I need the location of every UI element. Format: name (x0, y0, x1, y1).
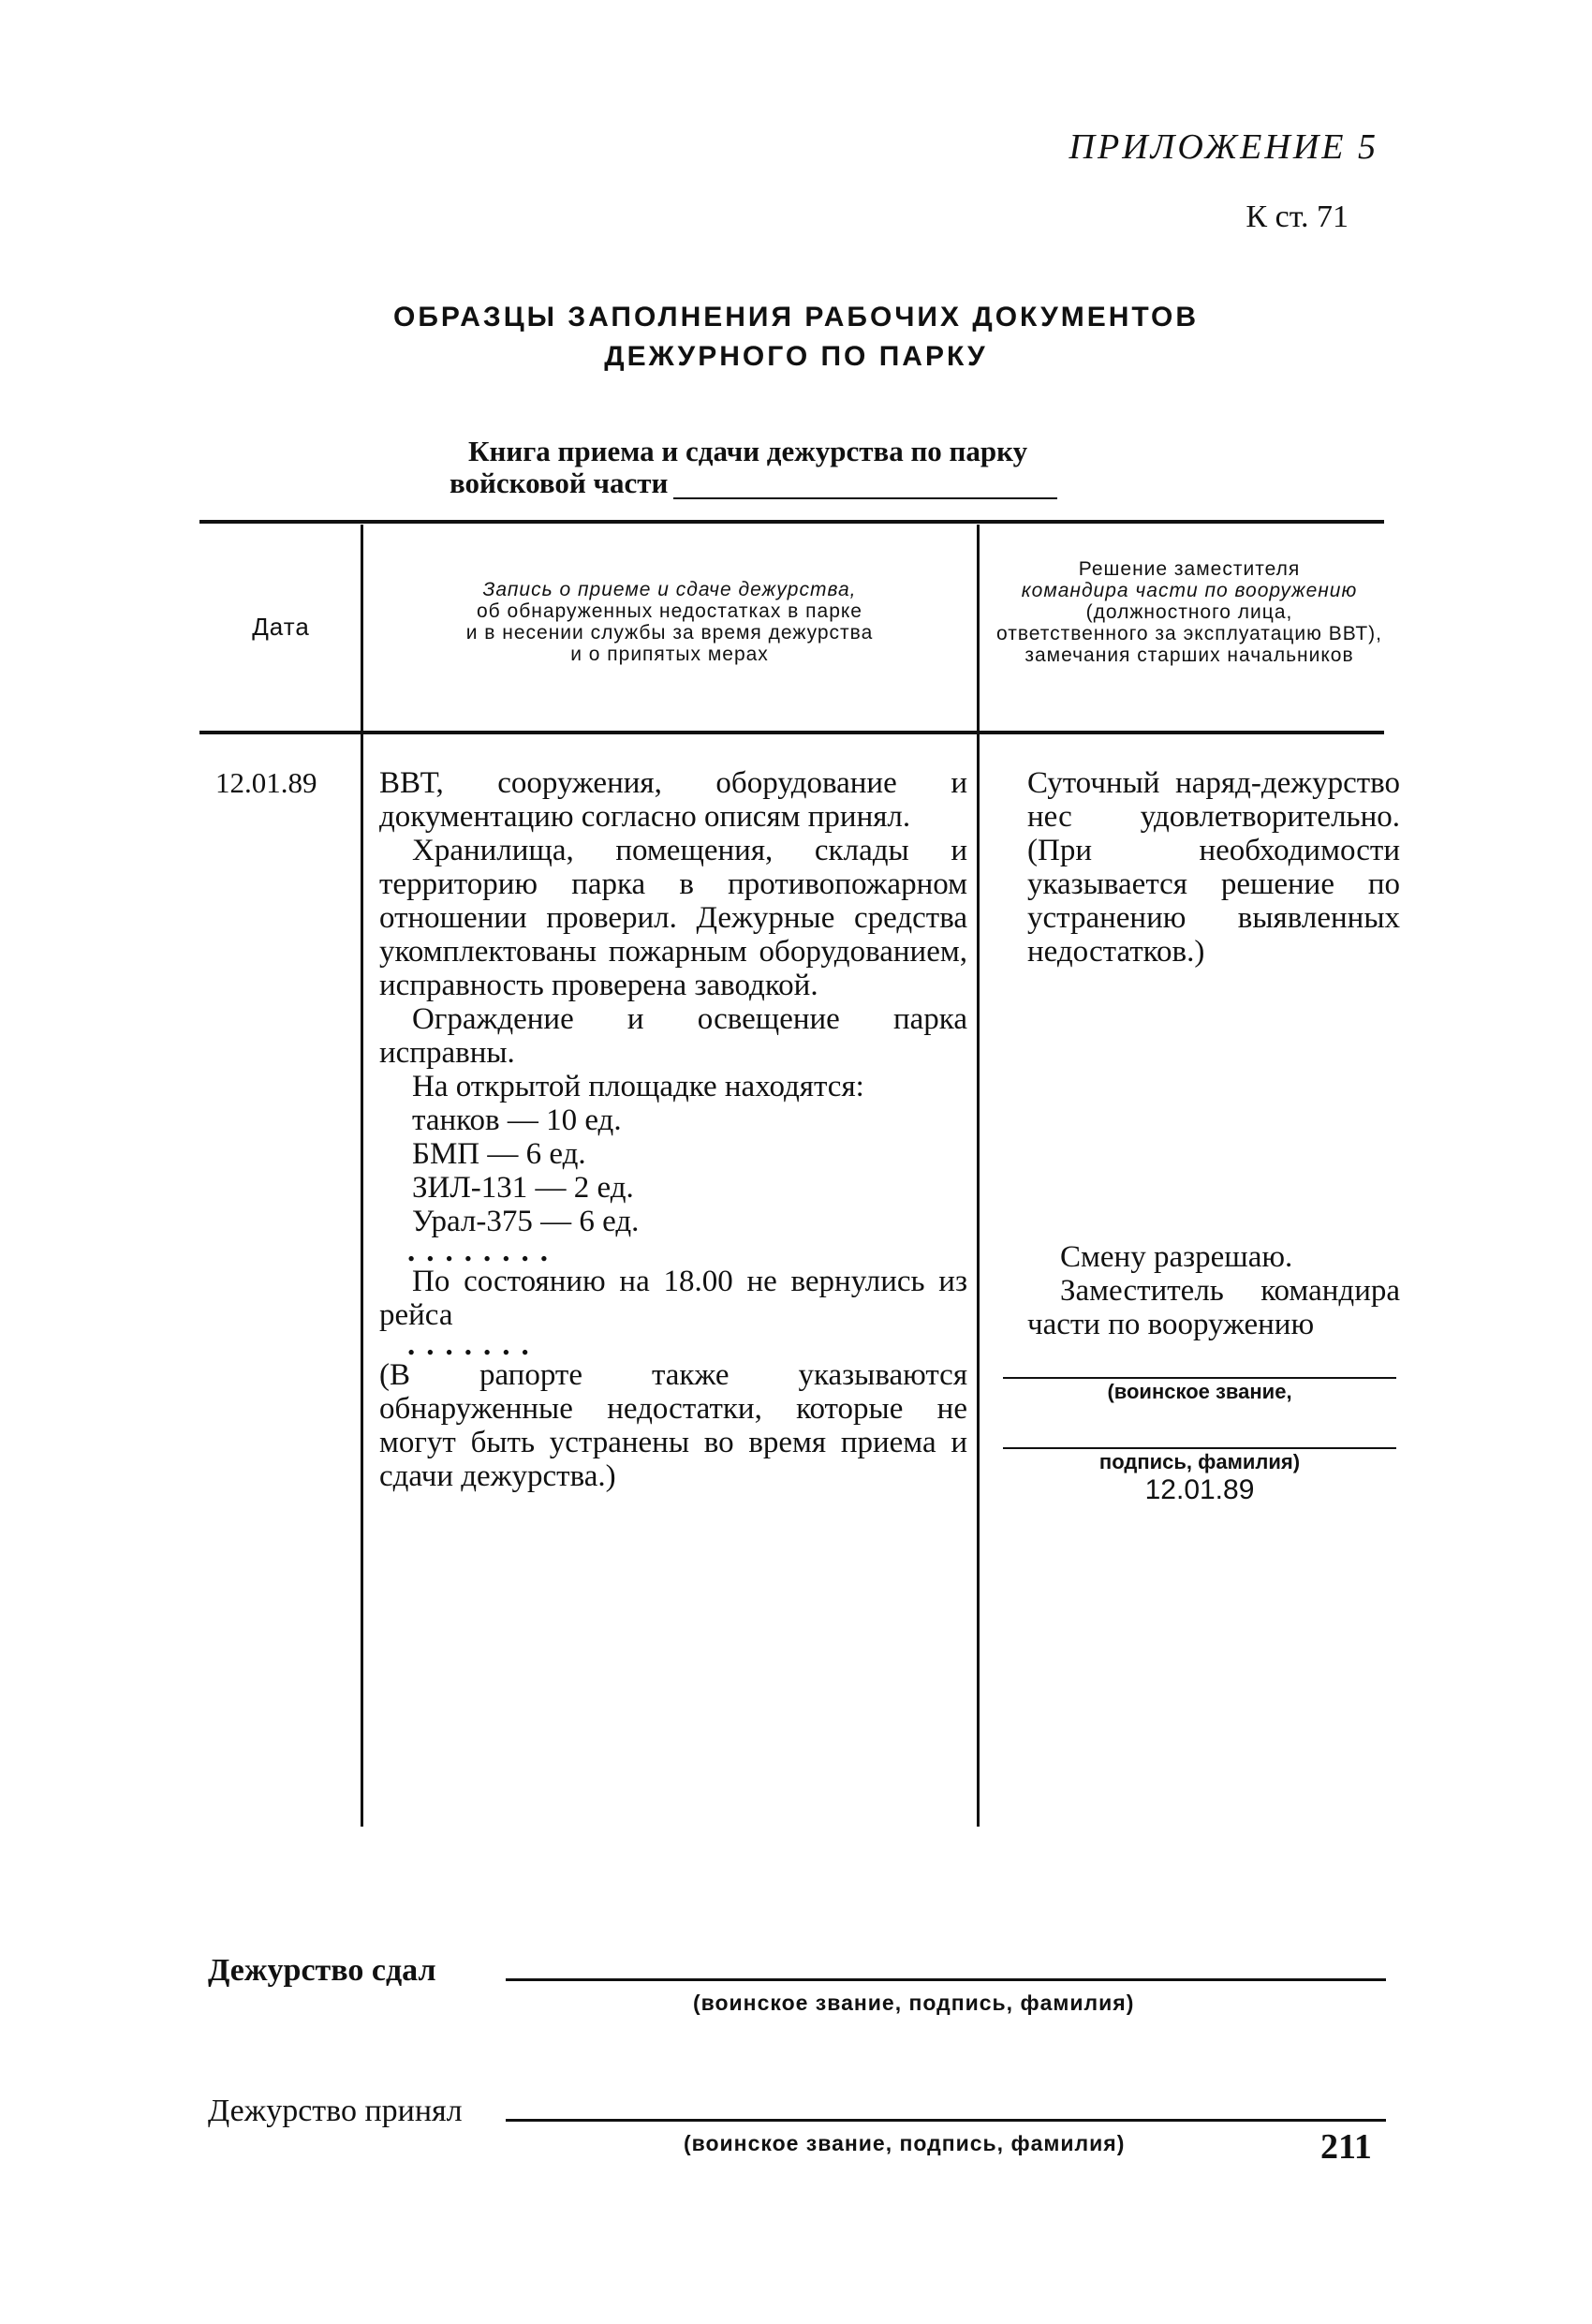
decision-paragraph: Суточный наряд-дежурство нес удовлетворительно. (При необходимости указывается решение по устранению выявленных недостатков.) (1027, 766, 1400, 969)
rank-caption: (воинское звание, (1107, 1380, 1292, 1403)
vehicle-count: ЗИЛ-131 — 2 ед. (412, 1171, 634, 1205)
subtitle-line-2 (450, 467, 1057, 499)
record-paragraph: По состоянию на 18.00 не вернулись из рейса (379, 1265, 967, 1332)
record-paragraph: Хранилища, помещения, склады и территорию парка в противопожарном отношении проверил. Дежурные средства укомплектованы пожарным оборудованием, исправность проверена заводкой. (379, 834, 967, 1002)
decision-header-line: (должностного лица, (1085, 601, 1293, 623)
book-subtitle (450, 436, 1057, 499)
duty-handed-line (506, 1978, 1386, 1981)
article-reference: К ст. 71 (1246, 200, 1349, 234)
record-paragraph: (В рапорте также указываются обнаруженные недостатки, которые не могут быть устранены во время приема и сдачи дежурства.) (379, 1358, 967, 1493)
record-paragraph: Ограждение и освещение парка исправны. (379, 1002, 967, 1070)
record-paragraph: ВВТ, сооружения, оборудование и документацию согласно описям принял. (379, 766, 967, 834)
record-header-line: Запись о приеме и сдаче дежурства, (482, 579, 857, 600)
subtitle-line-1: Книга приема и сдачи дежурства по парку (468, 435, 1028, 467)
column-header-decision (983, 558, 1395, 666)
decision-header-line: Решение заместителя (1078, 558, 1301, 580)
name-caption: подпись, фамилия) (1098, 1450, 1301, 1473)
page-title (0, 298, 1592, 377)
appendix-label: ПРИЛОЖЕНИЕ 5 (1069, 127, 1378, 167)
duty-accepted-caption: (воинское звание, подпись, фамилия) (684, 2131, 1126, 2155)
duty-accepted-label: Дежурство принял (208, 2094, 463, 2128)
duty-accepted-line (506, 2119, 1386, 2122)
title-line-1: ОБРАЗЦЫ ЗАПОЛНЕНИЯ РАБОЧИХ ДОКУМЕНТОВ (392, 302, 1199, 333)
record-header-line: и о припятых мерах (570, 644, 769, 665)
decision-header-line: командира части по вооружению (1021, 580, 1358, 601)
entry-date: 12.01.89 (215, 766, 317, 799)
column-divider-2 (977, 525, 980, 1827)
record-paragraph: На открытой площадке находятся: (412, 1070, 864, 1103)
column-header-record (365, 579, 974, 665)
ellipsis-dots: ....... (407, 1328, 540, 1362)
page-number: 211 (1320, 2127, 1372, 2167)
duty-handed-label: Дежурство сдал (208, 1953, 436, 1988)
table-top-rule (199, 520, 1384, 524)
record-header-line: и в несении службы за время дежурства (465, 622, 874, 644)
decision-header-line: замечания старших начальников (1024, 644, 1354, 666)
entry-decision (1027, 766, 1400, 1505)
permission-text: Смену разрешаю. (1060, 1240, 1293, 1274)
unit-number-blank (673, 473, 1057, 499)
duty-handed-caption: (воинское звание, подпись, фамилия) (693, 1991, 1135, 2015)
unit-label: войсковой части (450, 466, 669, 499)
decision-date: 12.01.89 (1144, 1474, 1255, 1505)
record-header-line: об обнаруженных недостатках в парке (476, 600, 862, 622)
column-header-date: Дата (252, 613, 310, 641)
vehicle-count: БМП — 6 ед. (412, 1137, 586, 1171)
ellipsis-dots: ........ (407, 1235, 559, 1268)
signer-title: Заместитель командира части по вооружению (1027, 1274, 1400, 1341)
column-divider-1 (361, 525, 363, 1827)
vehicle-count: Урал-375 — 6 ед. (412, 1205, 640, 1238)
header-bottom-rule (199, 731, 1384, 734)
title-line-2: ДЕЖУРНОГО ПО ПАРКУ (604, 341, 988, 372)
vehicle-count: танков — 10 ед. (412, 1103, 622, 1137)
entry-record (379, 766, 967, 1493)
decision-header-line: ответственного за эксплуатацию ВВТ), (996, 623, 1382, 644)
